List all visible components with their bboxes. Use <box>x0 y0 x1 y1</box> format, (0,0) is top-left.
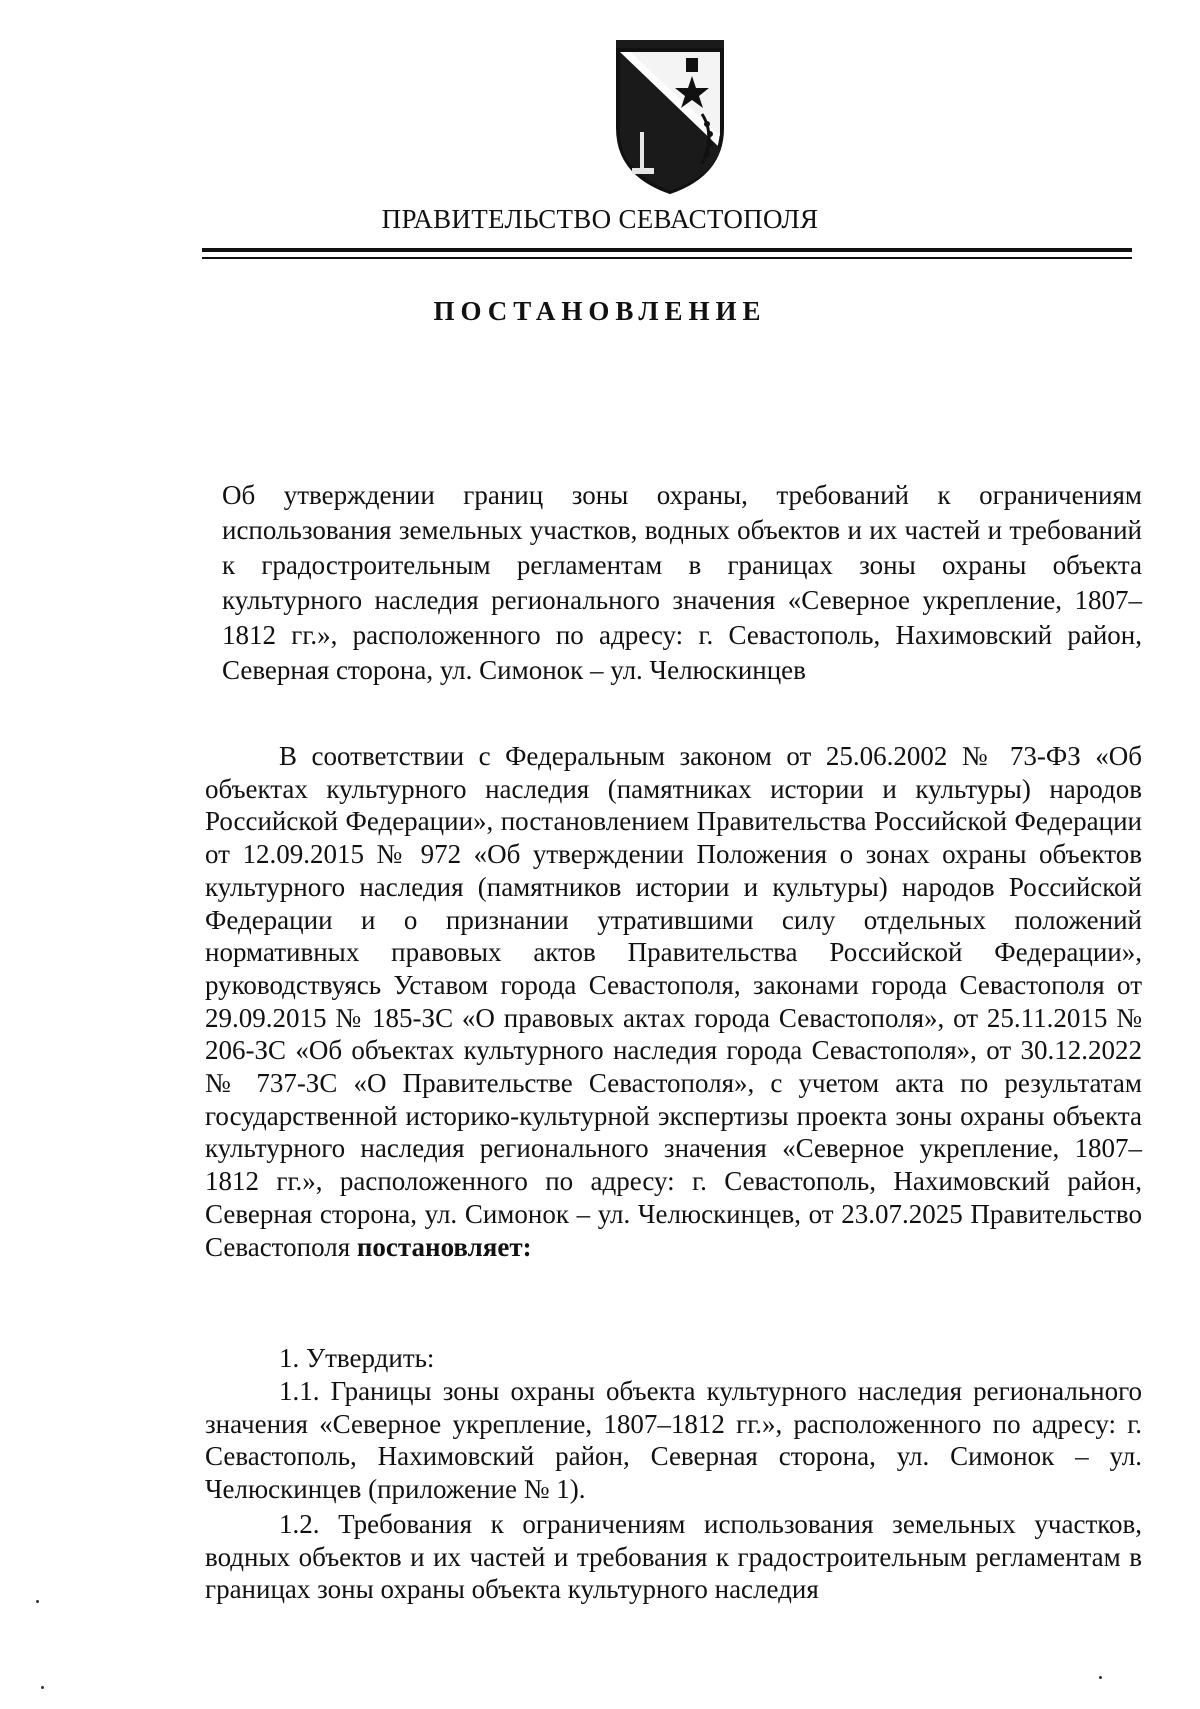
header-rule-thick <box>202 248 1132 252</box>
preamble-text: В соответствии с Федеральным законом от 25.06.2002 № 73-ФЗ «Об объектах культурного наследия (памятниках истории и культуры) народов Российской Федерации», постановлением Правительства Российской Федерации от 12.09.2015 № 972 «Об утверждении Положения о зонах охраны объектов культурного наследия (памятников истории и культуры) народов Российской Федерации и о признании утратившими силу отдельных положений нормативных правовых актов Правительства Российской Федерации», руководствуясь Уставом города Севастополя, законами города Севастополя от 29.09.2015 № 185-ЗС «О правовых актах города Севастополя», от 25.11.2015 № 206-ЗС «Об объектах культурного наследия города Севастополя», от 30.12.2022 № 737-ЗС «О Правительстве Севастополя», с учетом акта по результатам государственной историко-культурной экспертизы проекта зоны охраны объекта культурного наследия регионального значения «Северное укрепление, 1807–1812 гг.», расположенного по адресу: г. Севастополь, Нахимовский район, Северная сторона, ул. Симонок – ул. Челюскинцев, от 23.07.2025 Правительство Севастополя <box>205 741 1142 1262</box>
clause-1-1: 1.1. Границы зоны охраны объекта культурного наследия регионального значения «Северное укрепление, 1807–1812 гг.», расположенного по адресу: г. Севастополь, Нахимовский район, Северная сторона, ул. Симонок – ул. Челюскинцев (приложение № 1). <box>205 1376 1142 1505</box>
scan-speck <box>36 1600 39 1603</box>
preamble-paragraph <box>205 740 1142 1263</box>
scan-speck <box>1099 1676 1102 1679</box>
preamble-emphasis: постановляет: <box>356 1231 532 1262</box>
sevastopol-coat-of-arms-icon <box>606 36 734 196</box>
clause-1: 1. Утвердить: <box>279 1343 435 1373</box>
document-type-heading: ПОСТАНОВЛЕНИЕ <box>433 296 767 326</box>
clause-1-2: 1.2. Требования к ограничениям использования земельных участков, водных объектов и их частей и требования к градостроительным регламентам в границах зоны охраны объекта культурного наследия <box>205 1509 1142 1605</box>
document-subject: Об утверждении границ зоны охраны, требований к ограничениям использования земельных участков, водных объектов и их частей и требований к градостроительным регламентам в границах зоны охраны объекта культурного наследия регионального значения «Северное укрепление, 1807–1812 гг.», расположенного по адресу: г. Севастополь, Нахимовский район, Северная сторона, ул. Симонок – ул. Челюскинцев <box>222 480 1142 685</box>
header-rule-thin <box>202 257 1132 259</box>
government-name: ПРАВИТЕЛЬСТВО СЕВАСТОПОЛЯ <box>381 204 819 234</box>
scan-speck <box>41 1686 44 1689</box>
